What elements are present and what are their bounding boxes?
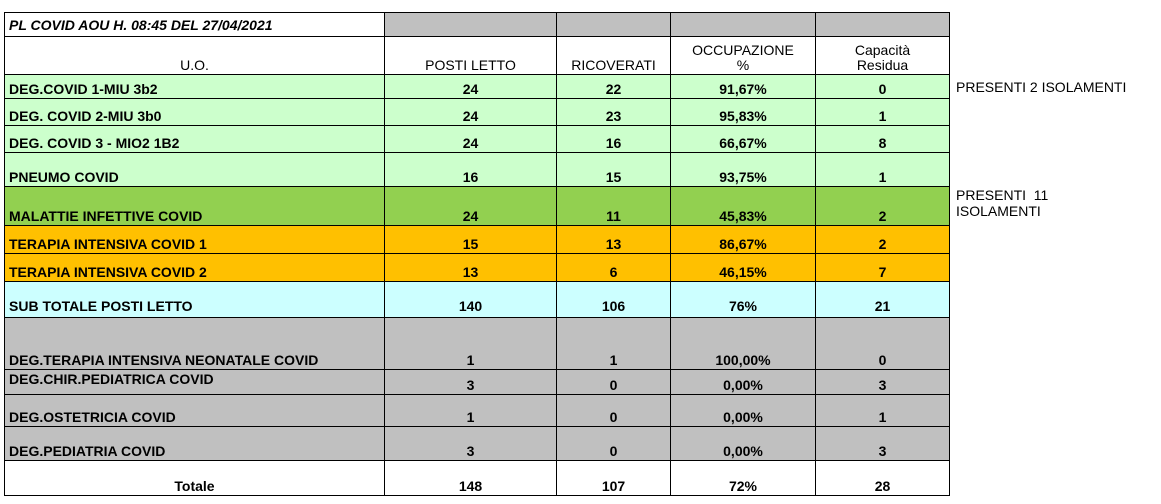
- row-occupazione: 86,67%: [671, 226, 816, 254]
- row-capacita: 1: [816, 153, 950, 187]
- row-posti: 24: [385, 75, 557, 99]
- row-ricoverati: 0: [557, 395, 671, 427]
- table-title: PL COVID AOU H. 08:45 DEL 27/04/2021: [5, 13, 385, 37]
- table-row: [5, 318, 950, 370]
- total-occupazione: 72%: [671, 461, 816, 496]
- subtotal-row: [5, 282, 950, 318]
- table-row: [5, 75, 950, 99]
- row-name: DEG.OSTETRICIA COVID: [5, 395, 385, 427]
- row-occupazione: 45,83%: [671, 187, 816, 226]
- row-name: PNEUMO COVID: [5, 153, 385, 187]
- row-capacita: 0: [816, 75, 950, 99]
- row-ricoverati: 11: [557, 187, 671, 226]
- total-label: Totale: [5, 461, 385, 496]
- row-ricoverati: 13: [557, 226, 671, 254]
- row-capacita: 3: [816, 427, 950, 461]
- row-occupazione: 0,00%: [671, 370, 816, 395]
- row-name: TERAPIA INTENSIVA COVID 2: [5, 254, 385, 282]
- row-occupazione: 91,67%: [671, 75, 816, 99]
- header-occupazione: OCCUPAZIONE %: [671, 37, 816, 75]
- header-uo: U.O.: [5, 37, 385, 75]
- table-row: [5, 254, 950, 282]
- row-posti: 24: [385, 99, 557, 126]
- table-row: [5, 99, 950, 126]
- row-ricoverati: 23: [557, 99, 671, 126]
- header-row: [5, 37, 950, 75]
- row-capacita: 8: [816, 126, 950, 153]
- row-capacita: 21: [816, 282, 950, 318]
- row-name: DEG. COVID 3 - MIO2 1B2: [5, 126, 385, 153]
- row-name: SUB TOTALE POSTI LETTO: [5, 282, 385, 318]
- row-posti: 16: [385, 153, 557, 187]
- row-ricoverati: 0: [557, 427, 671, 461]
- header-capacita-residua: Capacità Residua: [816, 37, 950, 75]
- row-posti: 24: [385, 126, 557, 153]
- row-occupazione: 93,75%: [671, 153, 816, 187]
- row-ricoverati: 6: [557, 254, 671, 282]
- total-capacita: 28: [816, 461, 950, 496]
- row-capacita: 1: [816, 395, 950, 427]
- note-isolamenti-2: PRESENTI 11 ISOLAMENTI: [956, 187, 1049, 219]
- total-row: [5, 461, 950, 496]
- row-ricoverati: 16: [557, 126, 671, 153]
- table-row: [5, 395, 950, 427]
- row-name: TERAPIA INTENSIVA COVID 1: [5, 226, 385, 254]
- row-occupazione: 76%: [671, 282, 816, 318]
- row-name: MALATTIE INFETTIVE COVID: [5, 187, 385, 226]
- row-occupazione: 0,00%: [671, 395, 816, 427]
- row-posti: 3: [385, 427, 557, 461]
- row-posti: 1: [385, 318, 557, 370]
- row-name: DEG.COVID 1-MIU 3b2: [5, 75, 385, 99]
- table-row: [5, 427, 950, 461]
- row-ricoverati: 106: [557, 282, 671, 318]
- row-ricoverati: 15: [557, 153, 671, 187]
- row-capacita: 2: [816, 187, 950, 226]
- row-capacita: 1: [816, 99, 950, 126]
- row-capacita: 7: [816, 254, 950, 282]
- note-isolamenti-1: PRESENTI 2 ISOLAMENTI: [956, 79, 1127, 95]
- row-ricoverati: 0: [557, 370, 671, 395]
- header-ricoverati: RICOVERATI: [557, 37, 671, 75]
- row-occupazione: 0,00%: [671, 427, 816, 461]
- table-row: [5, 187, 950, 226]
- row-name: DEG. COVID 2-MIU 3b0: [5, 99, 385, 126]
- row-posti: 13: [385, 254, 557, 282]
- table-row: [5, 370, 950, 395]
- row-occupazione: 66,67%: [671, 126, 816, 153]
- row-capacita: 2: [816, 226, 950, 254]
- table-row: [5, 153, 950, 187]
- table-row: [5, 126, 950, 153]
- total-ricoverati: 107: [557, 461, 671, 496]
- table-row: [5, 226, 950, 254]
- row-ricoverati: 1: [557, 318, 671, 370]
- row-name: DEG.TERAPIA INTENSIVA NEONATALE COVID: [5, 318, 385, 370]
- row-occupazione: 100,00%: [671, 318, 816, 370]
- title-row: [5, 13, 950, 37]
- total-posti: 148: [385, 461, 557, 496]
- row-occupazione: 95,83%: [671, 99, 816, 126]
- row-occupazione: 46,15%: [671, 254, 816, 282]
- row-posti: 24: [385, 187, 557, 226]
- row-name: DEG.PEDIATRIA COVID: [5, 427, 385, 461]
- covid-beds-table: [4, 12, 950, 496]
- row-posti: 3: [385, 370, 557, 395]
- header-posti-letto: POSTI LETTO: [385, 37, 557, 75]
- row-posti: 140: [385, 282, 557, 318]
- row-capacita: 0: [816, 318, 950, 370]
- row-ricoverati: 22: [557, 75, 671, 99]
- row-capacita: 3: [816, 370, 950, 395]
- row-name: DEG.CHIR.PEDIATRICA COVID: [5, 370, 385, 395]
- row-posti: 1: [385, 395, 557, 427]
- row-posti: 15: [385, 226, 557, 254]
